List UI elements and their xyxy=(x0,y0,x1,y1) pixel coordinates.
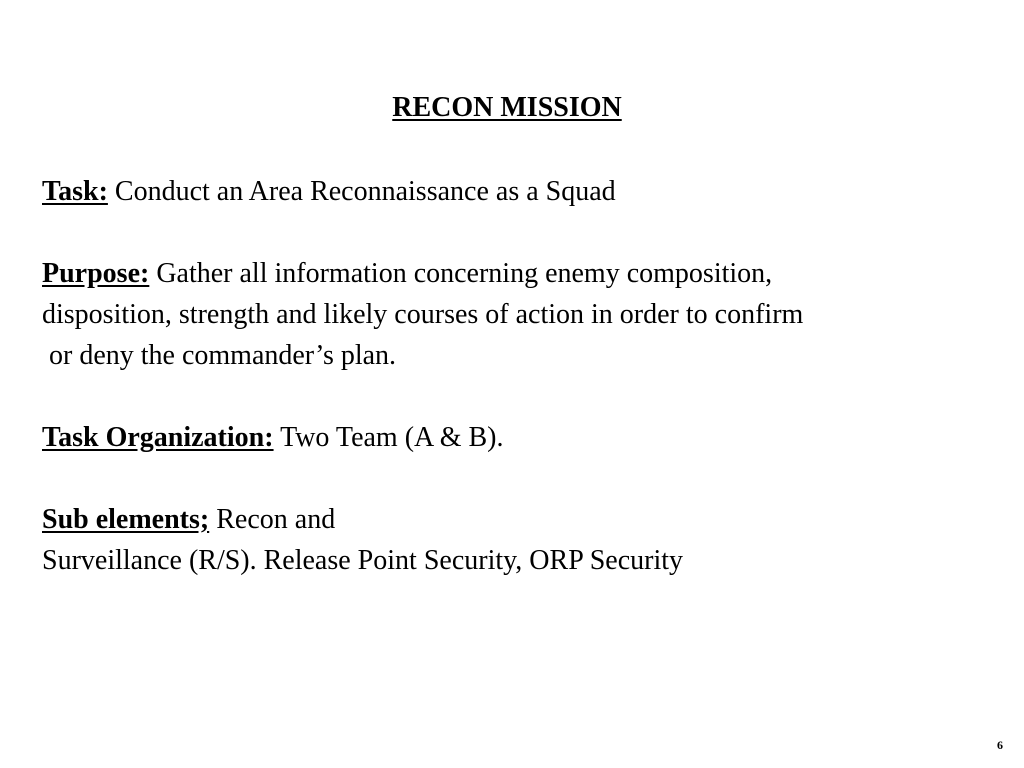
sub-elements-paragraph xyxy=(42,499,1002,581)
page-number: 6 xyxy=(997,738,1003,752)
sub-elements-text-line-1: Recon and xyxy=(216,504,336,535)
task-label: Task: xyxy=(42,176,108,207)
purpose-label: Purpose: xyxy=(42,258,150,289)
purpose-text-line-1: Gather all information concerning enemy composition, xyxy=(156,258,773,289)
task-organization-text: Two Team (A & B). xyxy=(280,422,504,453)
task-paragraph xyxy=(42,171,1002,212)
purpose-text-line-2: disposition, strength and likely courses of action in order to confirm xyxy=(42,299,804,330)
purpose-paragraph xyxy=(42,253,1002,376)
slide-body xyxy=(42,171,1002,622)
purpose-text-line-3: or deny the commander’s plan. xyxy=(42,340,397,371)
task-text: Conduct an Area Reconnaissance as a Squad xyxy=(114,176,616,207)
slide-title: RECON MISSION xyxy=(392,92,622,123)
task-organization-paragraph xyxy=(42,417,1002,458)
sub-elements-label: Sub elements; xyxy=(42,504,210,535)
sub-elements-text-line-2: Surveillance (R/S). Release Point Security, ORP Security xyxy=(42,545,684,576)
task-organization-label: Task Organization: xyxy=(42,422,274,453)
